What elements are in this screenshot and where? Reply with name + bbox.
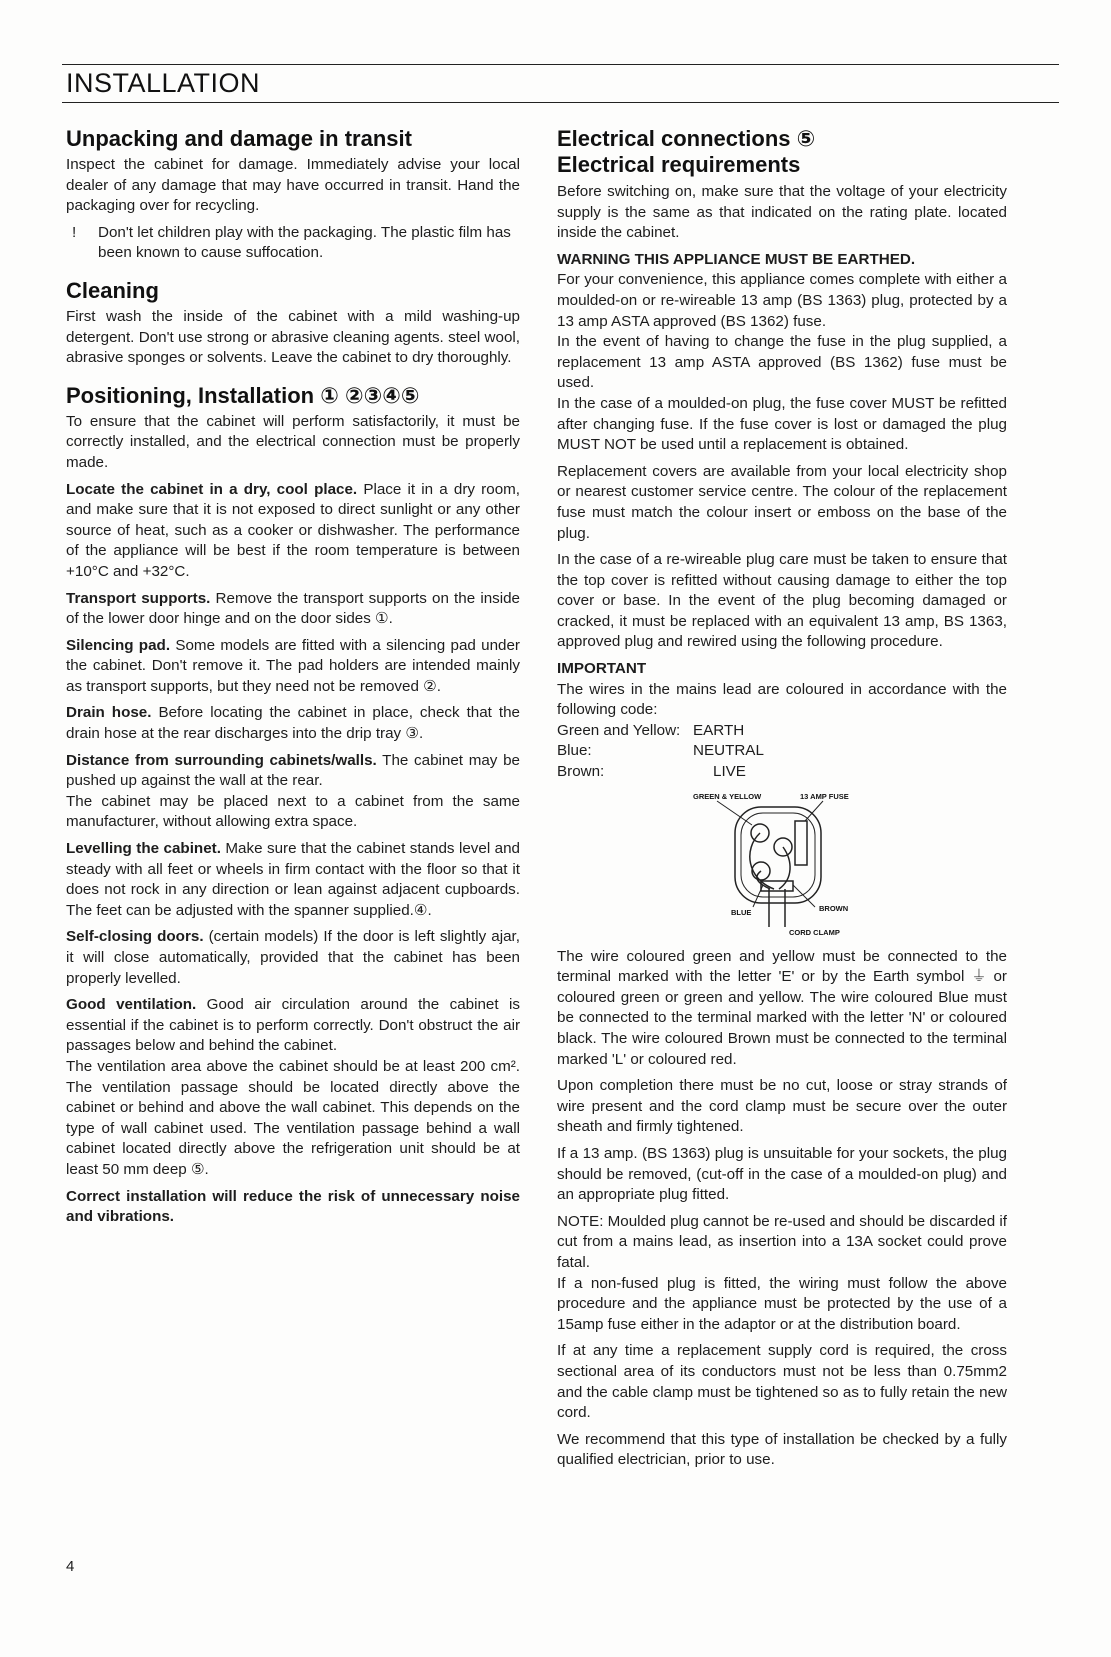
silencing-paragraph bbox=[66, 636, 520, 698]
final-note bbox=[66, 1187, 520, 1228]
wire-code-row bbox=[557, 762, 1007, 783]
cleaning-text: First wash the inside of the cabinet with a mild washing-up detergent. Don't use strong or abrasive cleaning agents. steel wool, abrasive sponges or solvents. Leave the cabinet to dry thoroughly. bbox=[66, 307, 520, 367]
unpacking-heading: Unpacking and damage in transit bbox=[66, 126, 412, 151]
selfclosing-text: (certain models) If the door is left slightly ajar, it will close automatically, provided that the cabinet has been properly levelled. bbox=[66, 928, 520, 987]
cord-clamp bbox=[761, 881, 793, 891]
wire-colour: Blue: bbox=[557, 742, 592, 760]
final-note-bold: Correct installation will reduce the risk of unnecessary noise and vibrations. bbox=[66, 1187, 520, 1226]
ventilation-paragraph-2: The ventilation area above the cabinet should be at least 200 cm². The ventilation passage should be located directly above the cabinet or behind and above the wall cabinet. This depends on the type of wall cabinet used. The ventilation passage behind a wall cabinet located directly above the refrigeration unit should be at least 50 mm deep ⑤. bbox=[66, 1057, 520, 1178]
header-top-rule bbox=[62, 64, 1059, 65]
left-column bbox=[66, 126, 520, 1234]
wire-meaning: EARTH bbox=[693, 721, 745, 739]
unpacking-text: Inspect the cabinet for damage. Immediately advise your local dealer of any damage that may have occurred in transit. Hand the packaging over for recycling. bbox=[66, 156, 520, 215]
selfclosing-bold: Self-closing doors. bbox=[66, 928, 204, 946]
ventilation-paragraph bbox=[66, 995, 520, 1057]
silencing-text: Some models are fitted with a silencing pad under the cabinet. Don't remove it. The pad holders are intended mainly as transport supports, but they need not be removed ②. bbox=[66, 636, 520, 695]
right-column bbox=[557, 126, 1007, 1477]
replacement-covers-paragraph: Replacement covers are available from your local electricity shop or nearest customer service centre. The colour of the replacement fuse must match the colour insert or emboss on the base of the plug. bbox=[557, 462, 1007, 542]
unpacking-section bbox=[66, 126, 520, 264]
note-paragraph: NOTE: Moulded plug cannot be re-used and should be discarded if cut from a mains lead, as insertion into a 13A socket could prove fatal. bbox=[557, 1212, 1007, 1271]
drain-text: Before locating the cabinet in place, check that the drain hose at the rear discharges into the drip tray ③. bbox=[66, 704, 520, 743]
locate-paragraph bbox=[66, 480, 520, 583]
wire-colour: Brown: bbox=[557, 763, 605, 781]
plug-wiring-diagram bbox=[557, 789, 1007, 939]
electrical-requirements-heading: Electrical requirements bbox=[557, 152, 801, 177]
transport-bold: Transport supports. bbox=[66, 589, 211, 607]
distance-paragraph bbox=[66, 751, 520, 792]
fuse bbox=[795, 821, 807, 865]
electrical-connections-heading: Electrical connections ⑤ bbox=[557, 126, 816, 151]
voltage-paragraph: Before switching on, make sure that the voltage of your electricity supply is the same as that indicated on the rating plate. located inside the cabinet. bbox=[557, 183, 1007, 242]
positioning-intro: To ensure that the cabinet will perform satisfactorily, it must be correctly installed, and the electrical connection must be properly made. bbox=[66, 412, 520, 471]
distance-paragraph-2: The cabinet may be placed next to a cabinet from the same manufacturer, without allowing extra space. bbox=[66, 792, 520, 831]
important-text: IMPORTANT bbox=[557, 660, 647, 678]
distance-text: The cabinet may be pushed up against the wall at the rear. bbox=[66, 751, 520, 790]
moulded-plug-paragraph: In the case of a moulded-on plug, the fuse cover MUST be refitted after changing fuse. If the fuse cover is lost or damaged the plug MUST NOT be used until a replacement is obtained. bbox=[557, 394, 1007, 454]
levelling-text: Make sure that the cabinet stands level and steady with all feet or wheels in firm contact with the floor so that it does not rock in any direction or lean against adjacent cupboards. The feet can be adjusted with the spanner supplied.④. bbox=[66, 840, 520, 919]
page-number: 4 bbox=[66, 1558, 75, 1575]
plug-wiring-svg bbox=[557, 789, 1007, 939]
wire-code-intro: The wires in the mains lead are coloured in accordance with the following code: bbox=[557, 680, 1007, 719]
label-blue: BLUE bbox=[731, 907, 752, 917]
label-green-yellow: GREEN & YELLOW bbox=[693, 791, 762, 801]
packaging-warning bbox=[66, 223, 520, 264]
fuse-replacement-paragraph: In the event of having to change the fuse in the plug supplied, a replacement 13 amp ASTA approved (BS 1362) fuse must be used. bbox=[557, 333, 1007, 392]
wire-code-table bbox=[557, 721, 1007, 783]
positioning-heading: Positioning, Installation ① ②③④⑤ bbox=[66, 382, 420, 408]
locate-text: Place it in a dry room, and make sure that it is not exposed to direct sunlight or any other source of heat, such as a cooker or dishwasher. The performance of the appliance will be best if the room temperature is between +10°C and +32°C. bbox=[66, 480, 521, 580]
important-label bbox=[557, 659, 1007, 680]
plug-paragraph: For your convenience, this appliance comes complete with either a moulded-on or re-wireable 13 amp (BS 1363) plug, protected by a 13 amp ASTA approved (BS 1362) fuse. bbox=[557, 271, 1007, 330]
silencing-bold: Silencing pad. bbox=[66, 636, 171, 654]
locate-bold: Locate the cabinet in a dry, cool place. bbox=[66, 480, 358, 498]
cleaning-section bbox=[66, 278, 520, 369]
replacement-cord-paragraph: If at any time a replacement supply cord is required, the cross sectional area of its conductors must not be less than 0.75mm2 and the cable clamp must be tightened so as to fully retain the new cord. bbox=[557, 1342, 1007, 1422]
levelling-bold: Levelling the cabinet. bbox=[66, 840, 221, 858]
drain-paragraph bbox=[66, 703, 520, 744]
positioning-section bbox=[66, 383, 520, 1228]
label-cord-clamp: CORD CLAMP bbox=[789, 927, 840, 937]
label-13amp-fuse: 13 AMP FUSE bbox=[800, 791, 849, 801]
wire-code-row bbox=[557, 741, 1007, 762]
wire-colour: Green and Yellow: bbox=[557, 721, 681, 739]
warning-icon: ! bbox=[72, 223, 77, 241]
earth-warning-text: WARNING THIS APPLIANCE MUST BE EARTHED. bbox=[557, 250, 916, 268]
drain-bold: Drain hose. bbox=[66, 704, 152, 722]
ventilation-text: Good air circulation around the cabinet is essential if the cabinet is to perform correctly. Don't obstruct the air passages below and behind the cabinet. bbox=[66, 996, 520, 1055]
selfclosing-paragraph bbox=[66, 927, 520, 989]
packaging-warning-text: Don't let children play with the packaging. The plastic film has been known to cause suffocation. bbox=[98, 223, 511, 262]
label-brown: BROWN bbox=[819, 903, 849, 913]
levelling-paragraph bbox=[66, 839, 520, 921]
earth-warning bbox=[557, 250, 1007, 271]
wire-code-row bbox=[557, 721, 1007, 742]
non-fused-plug-paragraph: If a non-fused plug is fitted, the wiring must follow the above procedure and the appliance must be protected by the use of a 15amp fuse either in the adaptor or at the distribution board. bbox=[557, 1274, 1007, 1333]
completion-paragraph: Upon completion there must be no cut, loose or stray strands of wire present and the cord clamp must be secure over the outer sheath and firmly tightened. bbox=[557, 1077, 1007, 1136]
recommendation-paragraph: We recommend that this type of installation be checked by a fully qualified electrician, prior to use. bbox=[557, 1430, 1007, 1469]
wiring-instructions-paragraph: The wire coloured green and yellow must be connected to the terminal marked with the letter 'E' or by the Earth symbol ⏚ or coloured green or green and yellow. The wire coloured Blue must be connected to the terminal marked with the letter 'N' or coloured black. The wire coloured Brown must be connected to the terminal marked 'L' or coloured red. bbox=[557, 947, 1007, 1068]
ventilation-bold: Good ventilation. bbox=[66, 996, 197, 1014]
transport-paragraph bbox=[66, 589, 520, 630]
unsuitable-plug-paragraph: If a 13 amp. (BS 1363) plug is unsuitable for your sockets, the plug should be removed, (cut-off in the case of a moulded-on plug) and an appropriate plug fitted. bbox=[557, 1144, 1007, 1204]
header-bottom-rule bbox=[62, 102, 1059, 103]
wire-meaning: LIVE bbox=[713, 763, 746, 781]
cleaning-heading: Cleaning bbox=[66, 277, 159, 303]
wire-meaning: NEUTRAL bbox=[693, 742, 764, 760]
gy-leader bbox=[717, 801, 752, 825]
rewireable-plug-paragraph: In the case of a re-wireable plug care must be taken to ensure that the top cover is refitted without causing damage to either the top cover or base. In the event of the plug becoming damaged or cracked, it must be replaced with an equivalent 13 amp, BS 1363, approved plug and rewired using the following procedure. bbox=[557, 551, 1007, 651]
transport-text: Remove the transport supports on the inside of the lower door hinge and on the door sides ①. bbox=[66, 589, 521, 628]
distance-bold: Distance from surrounding cabinets/walls. bbox=[66, 751, 377, 769]
page-title: INSTALLATION bbox=[66, 68, 261, 98]
